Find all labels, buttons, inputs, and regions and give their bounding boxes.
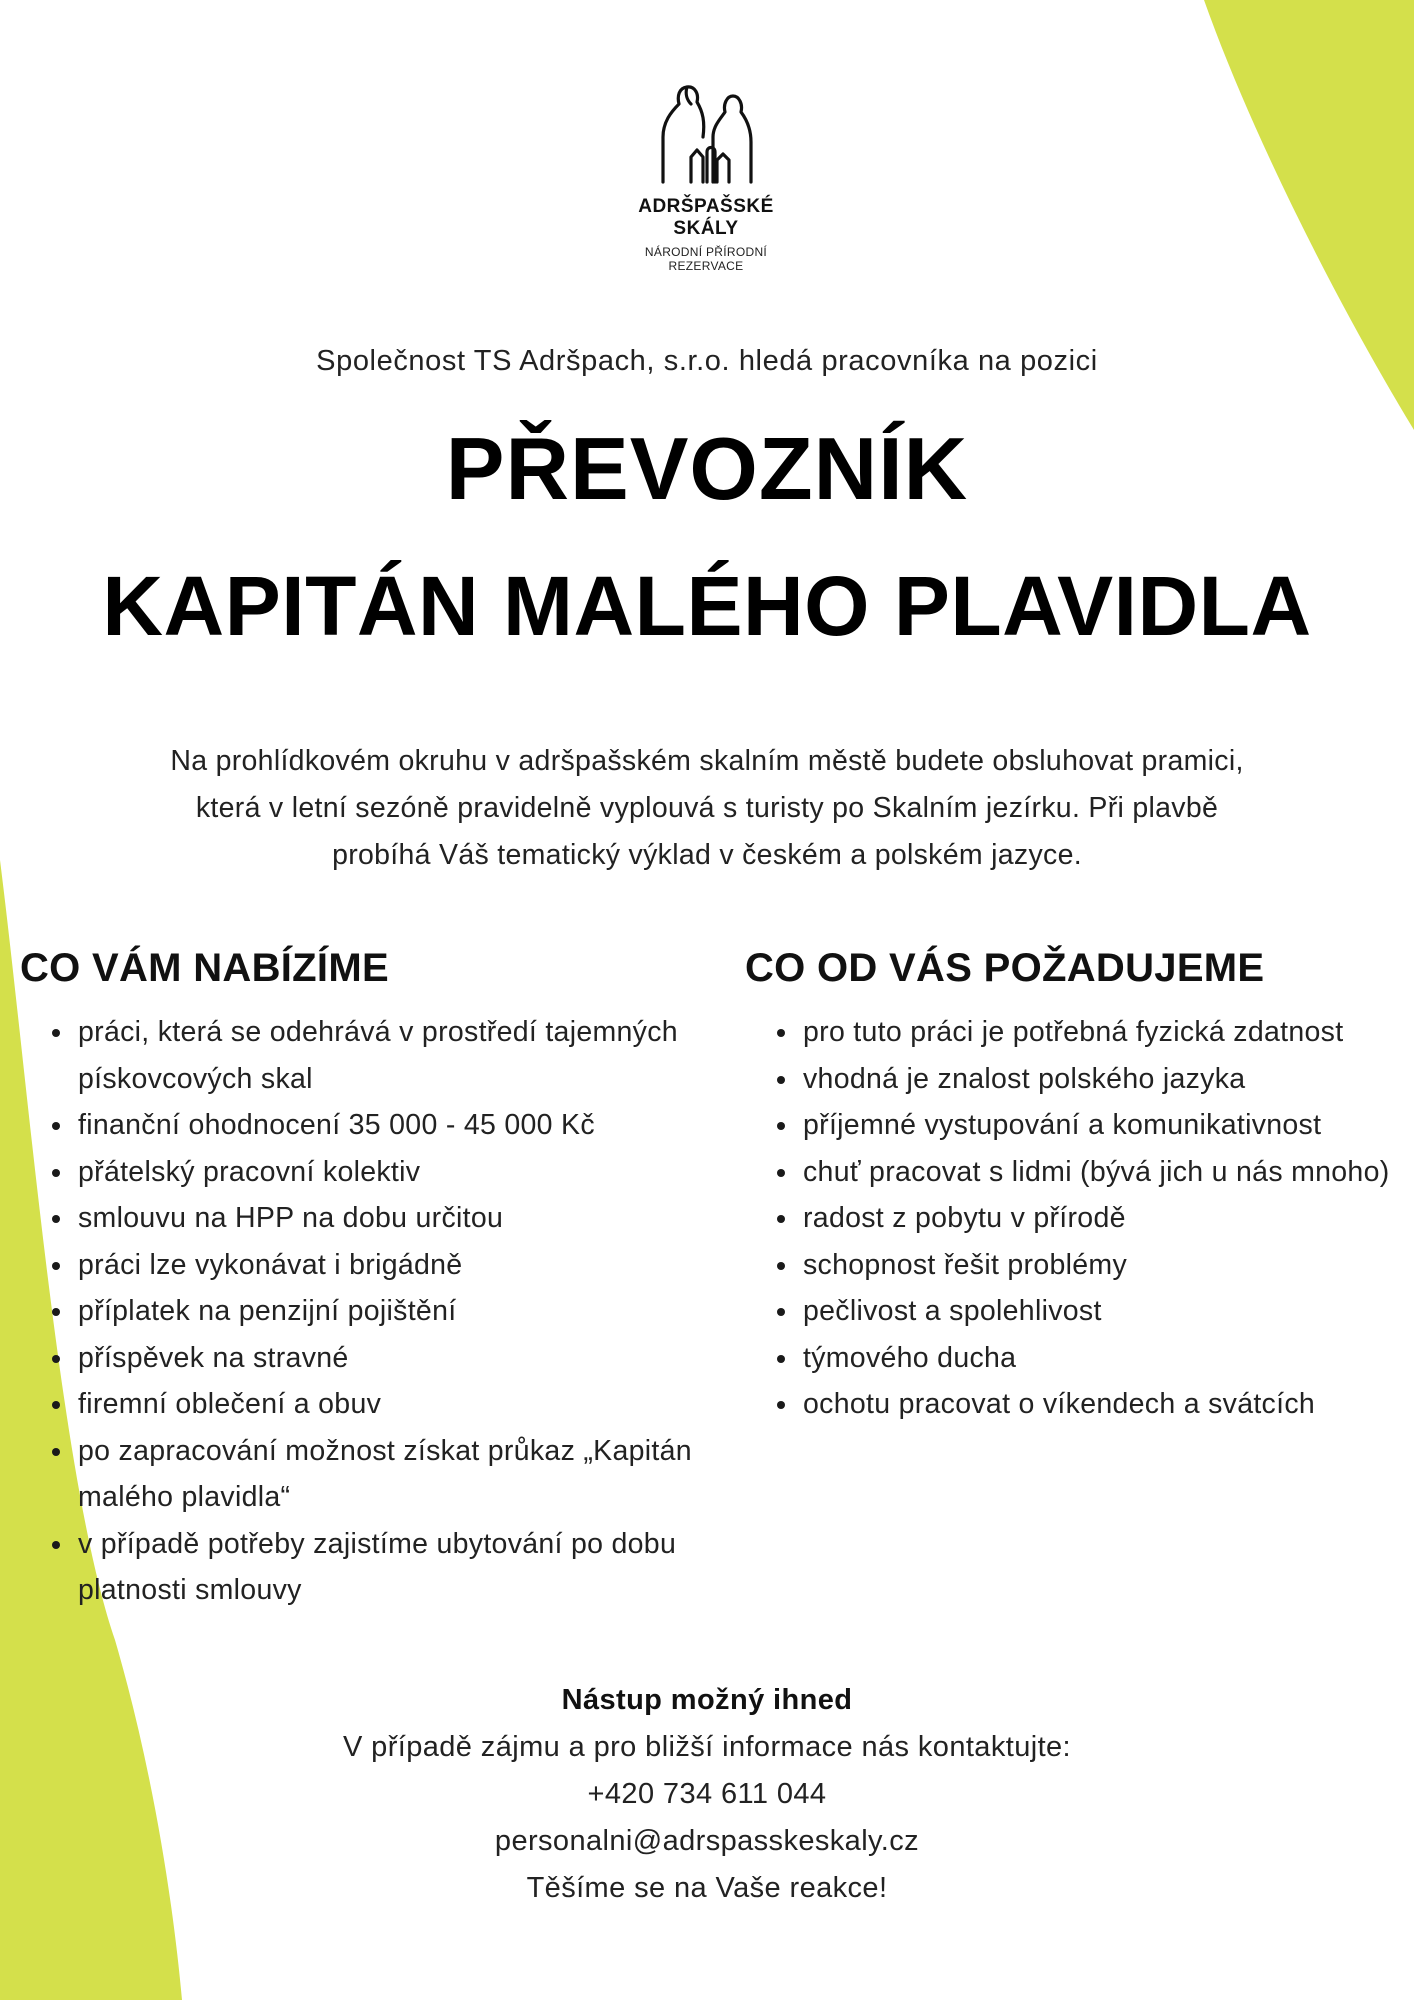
offer-item: finanční ohodnocení 35 000 - 45 000 Kč: [20, 1102, 720, 1149]
offer-item: smlouvu na HPP na dobu určitou: [20, 1195, 720, 1242]
requirement-item: ochotu pracovat o víkendech a svátcích: [745, 1381, 1395, 1428]
requirement-item: týmového ducha: [745, 1335, 1395, 1382]
contact-phone: +420 734 611 044: [587, 1778, 827, 1810]
description-line: probíhá Váš tematický výklad v českém a polském jazyce.: [332, 839, 1082, 871]
closing-text: Těšíme se na Vaše reakce!: [526, 1872, 888, 1904]
requirement-item: chuť pracovat s lidmi (bývá jich u nás mnoho): [745, 1149, 1395, 1196]
contact-email: personalni@adrspasskeskaly.cz: [494, 1825, 920, 1857]
intro-text: Společnost TS Adršpach, s.r.o. hledá pracovníka na pozici: [316, 345, 1098, 377]
offer-item: přátelský pracovní kolektiv: [20, 1149, 720, 1196]
requirements-list: [745, 1009, 1395, 1428]
offer-item: v případě potřeby zajistíme ubytování po dobu platnosti smlouvy: [20, 1521, 720, 1614]
logo-subtitle: NÁRODNÍ PŘÍRODNÍ REZERVACE: [644, 245, 768, 273]
requirements-heading: CO OD VÁS POŽADUJEME: [745, 946, 1265, 990]
offer-item: po zapracování možnost získat průkaz „Kapitán malého plavidla“: [20, 1428, 720, 1521]
description-line: Na prohlídkovém okruhu v adršpašském skalním městě budete obsluhovat pramici,: [170, 745, 1244, 777]
requirement-item: pečlivost a spolehlivost: [745, 1288, 1395, 1335]
offer-item: práci, která se odehrává v prostředí tajemných pískovcových skal: [20, 1009, 720, 1102]
requirement-item: pro tuto práci je potřebná fyzická zdatnost: [745, 1009, 1395, 1056]
job-description: [40, 738, 1374, 879]
offer-item: příplatek na penzijní pojištění: [20, 1288, 720, 1335]
offer-list: [20, 1009, 720, 1614]
description-line: která v letní sezóně pravidelně vyplouvá s turisty po Skalním jezírku. Při plavbě: [195, 792, 1219, 824]
requirement-item: vhodná je znalost polského jazyka: [745, 1056, 1395, 1103]
contact-prompt: V případě zájmu a pro bližší informace nás kontaktujte:: [342, 1731, 1072, 1763]
job-title-primary: PŘEVOZNÍK: [445, 419, 969, 518]
offer-section: [20, 946, 720, 1614]
requirement-item: radost z pobytu v přírodě: [745, 1195, 1395, 1242]
offer-item: práci lze vykonávat i brigádně: [20, 1242, 720, 1289]
offer-item: příspěvek na stravné: [20, 1335, 720, 1382]
rock-towers-icon: [651, 82, 761, 192]
requirement-item: schopnost řešit problémy: [745, 1242, 1395, 1289]
requirements-section: [745, 946, 1395, 1428]
logo: [606, 82, 806, 273]
offer-heading: CO VÁM NABÍZÍME: [20, 946, 389, 990]
contact-section: [0, 1677, 1414, 1912]
job-title-secondary: KAPITÁN MALÉHO PLAVIDLA: [102, 559, 1312, 653]
logo-name: ADRŠPAŠSKÉ SKÁLY: [638, 196, 774, 239]
start-date-note: Nástup možný ihned: [561, 1684, 853, 1716]
offer-item: firemní oblečení a obuv: [20, 1381, 720, 1428]
requirement-item: příjemné vystupování a komunikativnost: [745, 1102, 1395, 1149]
